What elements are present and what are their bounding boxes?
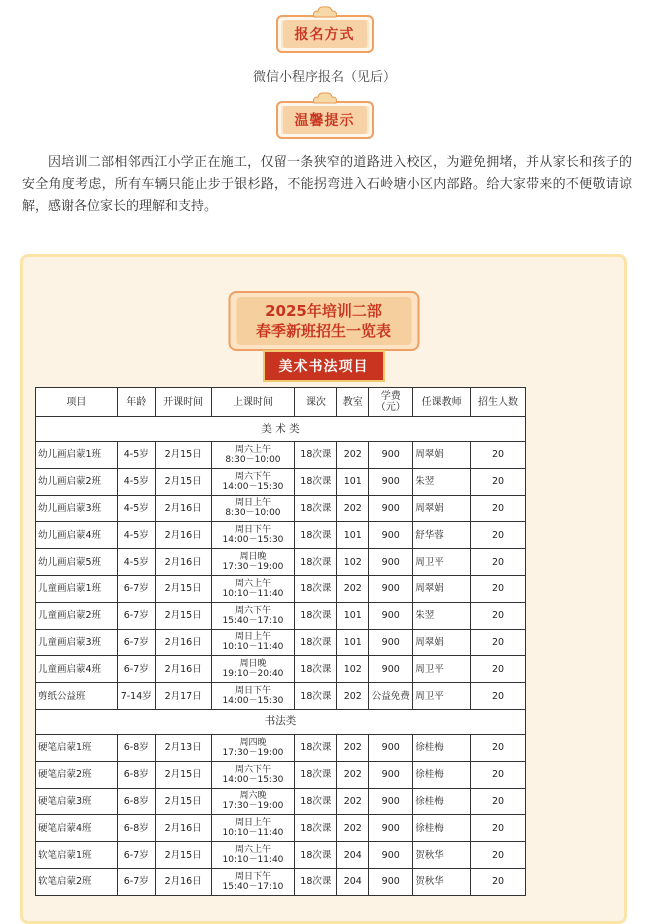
table-cell-col-project: 幼儿画启蒙4班 [36,522,118,549]
table-header-col-room: 教室 [337,388,369,417]
table-cell-col-teacher: 徐桂梅 [413,734,471,761]
table-cell-col-room: 202 [337,495,369,522]
table-cell-col-project: 儿童画启蒙4班 [36,656,118,683]
table-cell-col-age: 6-7岁 [117,575,155,602]
table-header-row [36,388,526,417]
table-header-col-project: 项目 [36,388,118,417]
table-cell-col-teacher: 贺秋华 [413,868,471,895]
table-header-col-teacher: 任课教师 [413,388,471,417]
signup-header [276,6,374,53]
table-cell-col-fee: 900 [369,842,413,869]
category-row-art-label: 美 术 类 [36,417,526,442]
table-cell-col-project: 剪纸公益班 [36,683,118,710]
table-cell-col-room: 202 [337,761,369,788]
table-cell-col-sessions: 18次课 [295,495,337,522]
table-cell-col-sessions: 18次课 [295,868,337,895]
table-row [36,683,526,710]
table-cell-col-class-time: 周日晚 17:30－19:00 [211,549,295,576]
table-cell-col-project: 软笔启蒙2班 [36,868,118,895]
table-cell-col-quota: 20 [471,629,526,656]
table-header-col-age: 年龄 [117,388,155,417]
table-row [36,761,526,788]
table-cell-col-fee: 900 [369,575,413,602]
table-cell-col-class-time: 周日上午 10:10－11:40 [211,815,295,842]
table-cell-col-start-date: 2月16日 [155,629,211,656]
table-cell-col-age: 6-7岁 [117,602,155,629]
table-cell-col-class-time: 周六下午 15:40－17:10 [211,602,295,629]
table-cell-col-sessions: 18次课 [295,788,337,815]
tips-paragraph: 因培训二部相邻西江小学正在施工，仅留一条狭窄的道路进入校区，为避免拥堵，并从家长和孩子的安全角度考虑，所有车辆只能止步于银杉路，不能拐弯进入石岭塘小区内部路。给大家带来的不便敬请谅解，感谢各位家长的理解和支持。 [22,155,632,214]
table-cell-col-room: 102 [337,549,369,576]
table-cell-col-age: 4-5岁 [117,549,155,576]
table-row [36,842,526,869]
table-cell-col-sessions: 18次课 [295,683,337,710]
table-cell-col-start-date: 2月16日 [155,522,211,549]
table-cell-col-age: 4-5岁 [117,522,155,549]
table-cell-col-teacher: 徐桂梅 [413,815,471,842]
table-cell-col-fee: 900 [369,495,413,522]
table-cell-col-fee: 900 [369,442,413,469]
table-cell-col-quota: 20 [471,549,526,576]
table-cell-col-room: 101 [337,602,369,629]
table-cell-col-class-time: 周六下午 14:00－15:30 [211,468,295,495]
table-cell-col-fee: 900 [369,734,413,761]
table-row [36,495,526,522]
table-cell-col-start-date: 2月16日 [155,495,211,522]
table-cell-col-sessions: 18次课 [295,575,337,602]
table-header-col-sessions: 课次 [295,388,337,417]
table-cell-col-quota: 20 [471,575,526,602]
table-row [36,575,526,602]
table-cell-col-age: 6-7岁 [117,629,155,656]
table-cell-col-start-date: 2月15日 [155,468,211,495]
enrollment-card [20,254,627,924]
table-cell-col-sessions: 18次课 [295,468,337,495]
card-title [228,291,419,351]
table-cell-col-teacher: 周卫平 [413,549,471,576]
table-cell-col-sessions: 18次课 [295,442,337,469]
table-cell-col-project: 硬笔启蒙4班 [36,815,118,842]
table-cell-col-sessions: 18次课 [295,522,337,549]
table-cell-col-project: 幼儿画启蒙3班 [36,495,118,522]
table-header-col-fee: 学费（元） [369,388,413,417]
table-cell-col-age: 6-7岁 [117,868,155,895]
table-cell-col-sessions: 18次课 [295,629,337,656]
table-row [36,549,526,576]
signup-header-label: 报名方式 [283,20,367,48]
table-row [36,868,526,895]
table-cell-col-room: 204 [337,842,369,869]
table-cell-col-fee: 900 [369,868,413,895]
table-cell-col-age: 6-7岁 [117,842,155,869]
card-title-line1: 2025年培训二部 [265,302,382,320]
cloud-ornament-icon [311,6,339,18]
table-cell-col-teacher: 朱翌 [413,468,471,495]
table-cell-col-class-time: 周日上午 8:30－10:00 [211,495,295,522]
table-cell-col-start-date: 2月15日 [155,788,211,815]
table-cell-col-age: 7-14岁 [117,683,155,710]
table-cell-col-quota: 20 [471,815,526,842]
table-cell-col-teacher: 徐桂梅 [413,788,471,815]
table-cell-col-age: 4-5岁 [117,442,155,469]
table-cell-col-teacher: 周翠娟 [413,575,471,602]
table-cell-col-room: 101 [337,629,369,656]
table-cell-col-room: 101 [337,468,369,495]
table-row [36,522,526,549]
table-cell-col-start-date: 2月16日 [155,868,211,895]
table-cell-col-project: 儿童画启蒙2班 [36,602,118,629]
table-cell-col-project: 硬笔启蒙3班 [36,788,118,815]
table-cell-col-fee: 900 [369,656,413,683]
table-cell-col-age: 6-7岁 [117,656,155,683]
table-cell-col-fee: 900 [369,761,413,788]
table-cell-col-teacher: 周翠娟 [413,495,471,522]
table-cell-col-teacher: 贺秋华 [413,842,471,869]
table-row [36,602,526,629]
table-row [36,734,526,761]
table-cell-col-teacher: 朱翌 [413,602,471,629]
table-cell-col-fee: 900 [369,602,413,629]
table-cell-col-room: 204 [337,868,369,895]
table-cell-col-project: 儿童画启蒙1班 [36,575,118,602]
table-cell-col-start-date: 2月15日 [155,575,211,602]
table-cell-col-fee: 公益免费 [369,683,413,710]
table-cell-col-project: 儿童画启蒙3班 [36,629,118,656]
table-cell-col-sessions: 18次课 [295,761,337,788]
table-cell-col-class-time: 周六下午 14:00－15:30 [211,761,295,788]
table-cell-col-quota: 20 [471,442,526,469]
table-cell-col-quota: 20 [471,761,526,788]
table-cell-col-age: 6-8岁 [117,788,155,815]
table-cell-col-start-date: 2月16日 [155,815,211,842]
table-cell-col-sessions: 18次课 [295,602,337,629]
table-cell-col-project: 软笔启蒙1班 [36,842,118,869]
table-cell-col-quota: 20 [471,683,526,710]
signup-text: 微信小程序报名（见后） [252,70,396,85]
table-cell-col-age: 6-8岁 [117,815,155,842]
category-row-calligraphy [36,709,526,734]
table-cell-col-room: 202 [337,575,369,602]
table-cell-col-quota: 20 [471,656,526,683]
table-cell-col-class-time: 周日上午 10:10－11:40 [211,629,295,656]
table-cell-col-room: 202 [337,683,369,710]
enrollment-table [35,387,526,896]
table-cell-col-sessions: 18次课 [295,656,337,683]
tips-header-label: 温馨提示 [283,106,367,134]
table-cell-col-quota: 20 [471,602,526,629]
table-cell-col-fee: 900 [369,468,413,495]
table-cell-col-class-time: 周六上午 8:30－10:00 [211,442,295,469]
table-cell-col-quota: 20 [471,522,526,549]
table-cell-col-room: 202 [337,442,369,469]
table-cell-col-age: 4-5岁 [117,468,155,495]
table-cell-col-age: 6-8岁 [117,761,155,788]
table-cell-col-room: 202 [337,788,369,815]
table-cell-col-sessions: 18次课 [295,549,337,576]
category-row-art [36,417,526,442]
table-cell-col-age: 4-5岁 [117,495,155,522]
table-header-col-start-date: 开课时间 [155,388,211,417]
table-cell-col-start-date: 2月16日 [155,549,211,576]
table-cell-col-start-date: 2月15日 [155,842,211,869]
table-cell-col-sessions: 18次课 [295,734,337,761]
table-cell-col-class-time: 周日下午 14:00－15:30 [211,522,295,549]
table-cell-col-quota: 20 [471,842,526,869]
table-cell-col-teacher: 周翠娟 [413,442,471,469]
table-cell-col-class-time: 周六上午 10:10－11:40 [211,842,295,869]
table-row [36,468,526,495]
table-cell-col-class-time: 周日下午 15:40－17:10 [211,868,295,895]
table-cell-col-room: 102 [337,656,369,683]
table-cell-col-class-time: 周日晚 19:10－20:40 [211,656,295,683]
table-cell-col-project: 幼儿画启蒙5班 [36,549,118,576]
table-cell-col-start-date: 2月16日 [155,656,211,683]
table-cell-col-fee: 900 [369,549,413,576]
table-cell-col-start-date: 2月15日 [155,761,211,788]
table-cell-col-fee: 900 [369,788,413,815]
table-cell-col-fee: 900 [369,629,413,656]
table-cell-col-teacher: 舒华蓉 [413,522,471,549]
table-cell-col-start-date: 2月15日 [155,602,211,629]
table-cell-col-teacher: 周卫平 [413,656,471,683]
table-cell-col-start-date: 2月17日 [155,683,211,710]
table-cell-col-teacher: 周翠娟 [413,629,471,656]
table-row [36,656,526,683]
table-header-col-class-time: 上课时间 [211,388,295,417]
table-cell-col-sessions: 18次课 [295,842,337,869]
table-cell-col-quota: 20 [471,868,526,895]
table-cell-col-quota: 20 [471,788,526,815]
table-cell-col-class-time: 周四晚 17:30－19:00 [211,734,295,761]
table-cell-col-project: 硬笔启蒙1班 [36,734,118,761]
category-row-calligraphy-label: 书法类 [36,709,526,734]
table-cell-col-room: 101 [337,522,369,549]
table-cell-col-quota: 20 [471,495,526,522]
table-cell-col-room: 202 [337,734,369,761]
cloud-ornament-icon [311,92,339,104]
table-cell-col-start-date: 2月15日 [155,442,211,469]
table-cell-col-quota: 20 [471,468,526,495]
table-row [36,442,526,469]
table-cell-col-class-time: 周日下午 14:00－15:30 [211,683,295,710]
table-row [36,629,526,656]
table-header-col-quota: 招生人数 [471,388,526,417]
table-cell-col-fee: 900 [369,815,413,842]
card-title-line2: 春季新班招生一览表 [255,322,392,340]
table-cell-col-class-time: 周六上午 10:10－11:40 [211,575,295,602]
tips-header [276,92,374,139]
table-row [36,815,526,842]
table-cell-col-project: 幼儿画启蒙1班 [36,442,118,469]
table-cell-col-room: 202 [337,815,369,842]
table-cell-col-teacher: 徐桂梅 [413,761,471,788]
table-cell-col-quota: 20 [471,734,526,761]
table-cell-col-fee: 900 [369,522,413,549]
table-row [36,788,526,815]
table-cell-col-project: 幼儿画启蒙2班 [36,468,118,495]
table-cell-col-teacher: 周卫平 [413,683,471,710]
table-cell-col-project: 硬笔启蒙2班 [36,761,118,788]
card-subtitle: 美术书法项目 [263,350,385,382]
table-cell-col-class-time: 周六晚 17:30－19:00 [211,788,295,815]
table-cell-col-age: 6-8岁 [117,734,155,761]
table-cell-col-start-date: 2月13日 [155,734,211,761]
table-cell-col-sessions: 18次课 [295,815,337,842]
